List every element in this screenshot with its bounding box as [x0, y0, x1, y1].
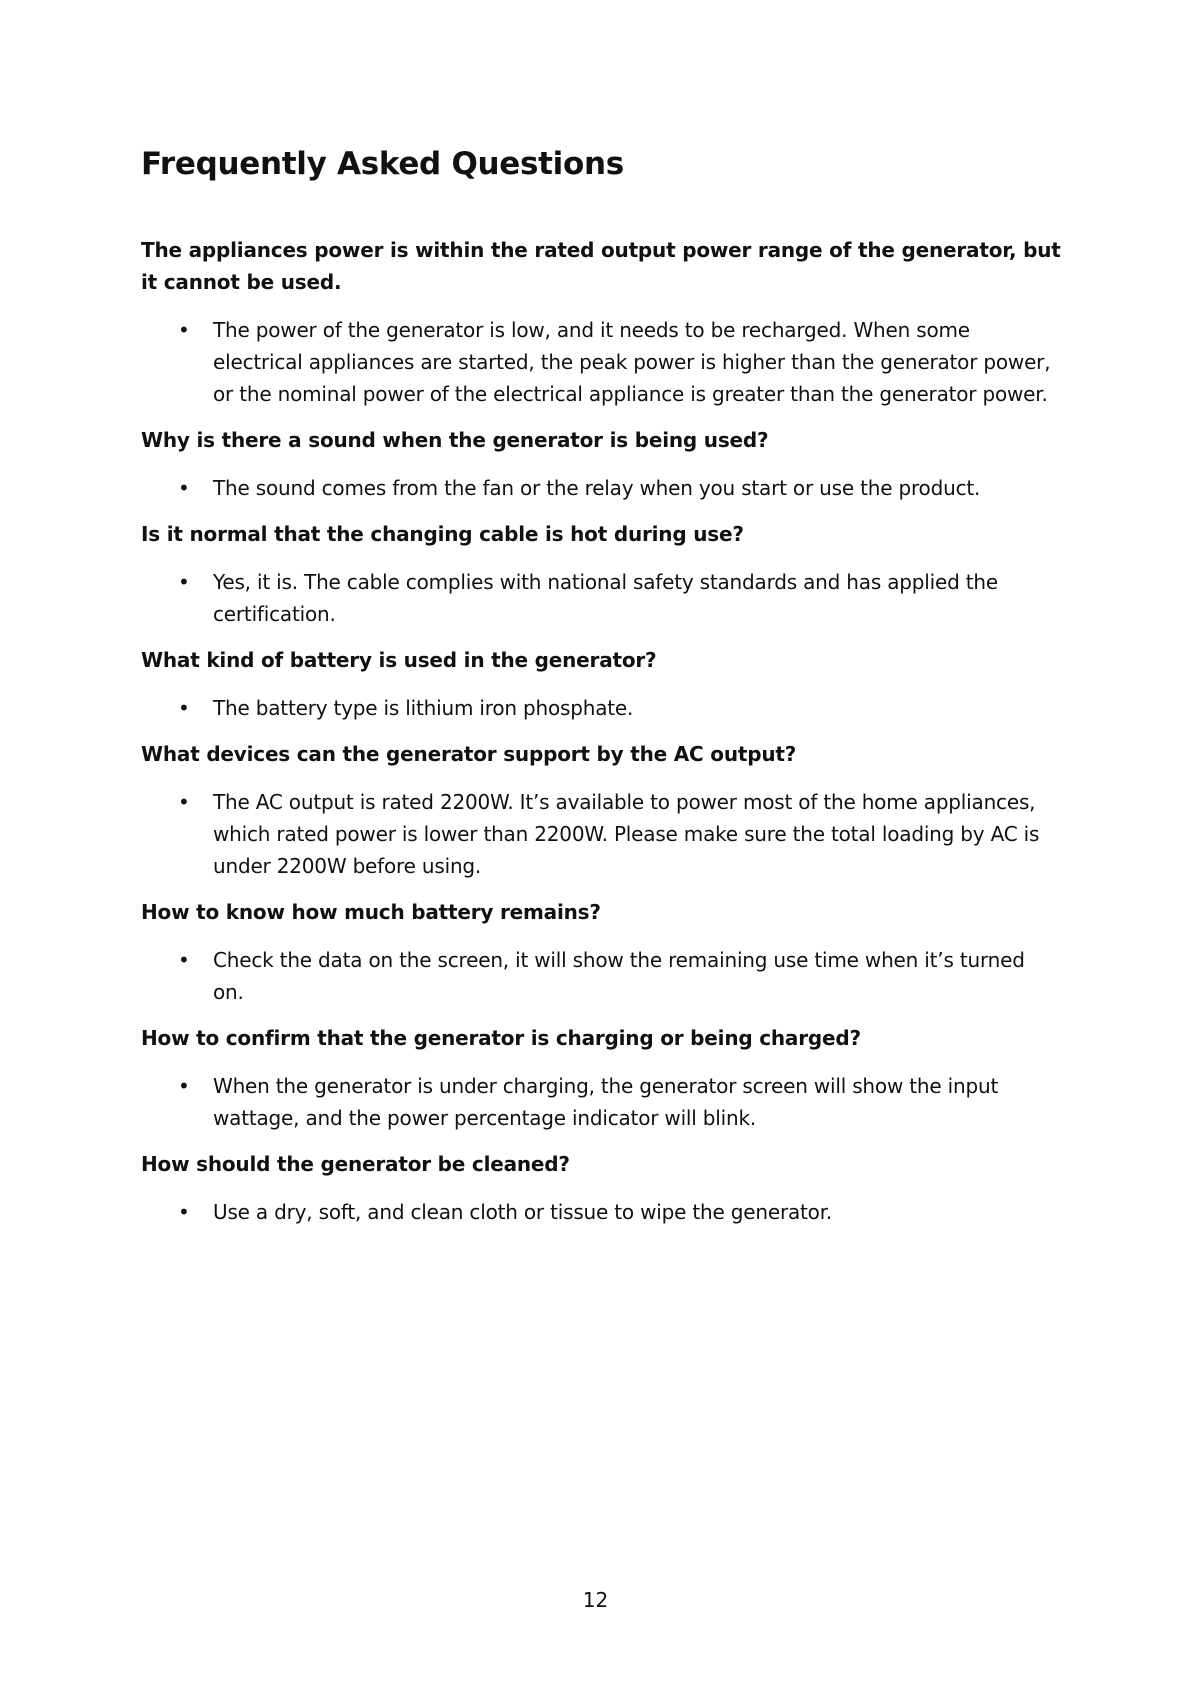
faq-answer: [141, 786, 1061, 882]
faq-item: [141, 234, 1061, 410]
faq-question: What devices can the generator support by the AC output?: [141, 742, 797, 766]
faq-answer-text: When the generator is under charging, the generator screen will show the input wattage, and the power percentage indicator will blink.: [213, 1074, 999, 1130]
bullet-icon: •: [178, 318, 190, 342]
faq-answer-list: [141, 786, 1061, 882]
faq-item: [141, 518, 1061, 630]
faq-answer: [141, 472, 1061, 504]
faq-item: [141, 424, 1061, 504]
faq-item: [141, 738, 1061, 882]
faq-answer-list: [141, 1196, 1061, 1228]
faq-answer: [141, 1070, 1061, 1134]
faq-answer-list: [141, 314, 1061, 410]
faq-answer-list: [141, 944, 1061, 1008]
faq-item: [141, 896, 1061, 1008]
faq-answer: [141, 566, 1061, 630]
bullet-icon: •: [178, 476, 190, 500]
faq-answer-text: The sound comes from the fan or the relay when you start or use the product.: [213, 476, 981, 500]
faq-answer-text: The AC output is rated 2200W. It’s available to power most of the home appliances, which rated power is lower than 2200W. Please make sure the total loading by AC is under 2200W before using.: [213, 790, 1040, 878]
faq-answer: [141, 944, 1061, 1008]
faq-answer-text: The battery type is lithium iron phosphate.: [213, 696, 634, 720]
faq-item: [141, 644, 1061, 724]
faq-answer-list: [141, 472, 1061, 504]
bullet-icon: •: [178, 696, 190, 720]
faq-list: [141, 234, 1061, 1242]
bullet-icon: •: [178, 1200, 190, 1224]
faq-item: [141, 1022, 1061, 1134]
faq-answer: [141, 692, 1061, 724]
faq-question: How to confirm that the generator is charging or being charged?: [141, 1026, 861, 1050]
page-number: 12: [582, 1588, 609, 1612]
bullet-icon: •: [178, 790, 190, 814]
faq-question: What kind of battery is used in the generator?: [141, 648, 657, 672]
bullet-icon: •: [178, 570, 190, 594]
faq-item: [141, 1148, 1061, 1228]
faq-answer-text: Yes, it is. The cable complies with national safety standards and has applied the certification.: [213, 570, 998, 626]
faq-answer-list: [141, 1070, 1061, 1134]
bullet-icon: •: [178, 1074, 190, 1098]
faq-answer-text: Use a dry, soft, and clean cloth or tissue to wipe the generator.: [213, 1200, 833, 1224]
faq-answer-text: Check the data on the screen, it will show the remaining use time when it’s turned on.: [213, 948, 1025, 1004]
bullet-icon: •: [178, 948, 190, 972]
faq-question: How to know how much battery remains?: [141, 900, 601, 924]
faq-question: Is it normal that the changing cable is hot during use?: [141, 522, 744, 546]
faq-answer-list: [141, 566, 1061, 630]
page-title: Frequently Asked Questions: [141, 146, 624, 182]
faq-answer: [141, 314, 1061, 410]
faq-answer-list: [141, 692, 1061, 724]
faq-answer: [141, 1196, 1061, 1228]
faq-question: Why is there a sound when the generator is being used?: [141, 428, 769, 452]
faq-question: The appliances power is within the rated output power range of the generator, but it cannot be used.: [141, 238, 1061, 294]
faq-answer-text: The power of the generator is low, and it needs to be recharged. When some electrical appliances are started, the peak power is higher than the generator power, or the nominal power of the electrical appliance is greater than the generator power.: [213, 318, 1051, 406]
faq-question: How should the generator be cleaned?: [141, 1152, 570, 1176]
